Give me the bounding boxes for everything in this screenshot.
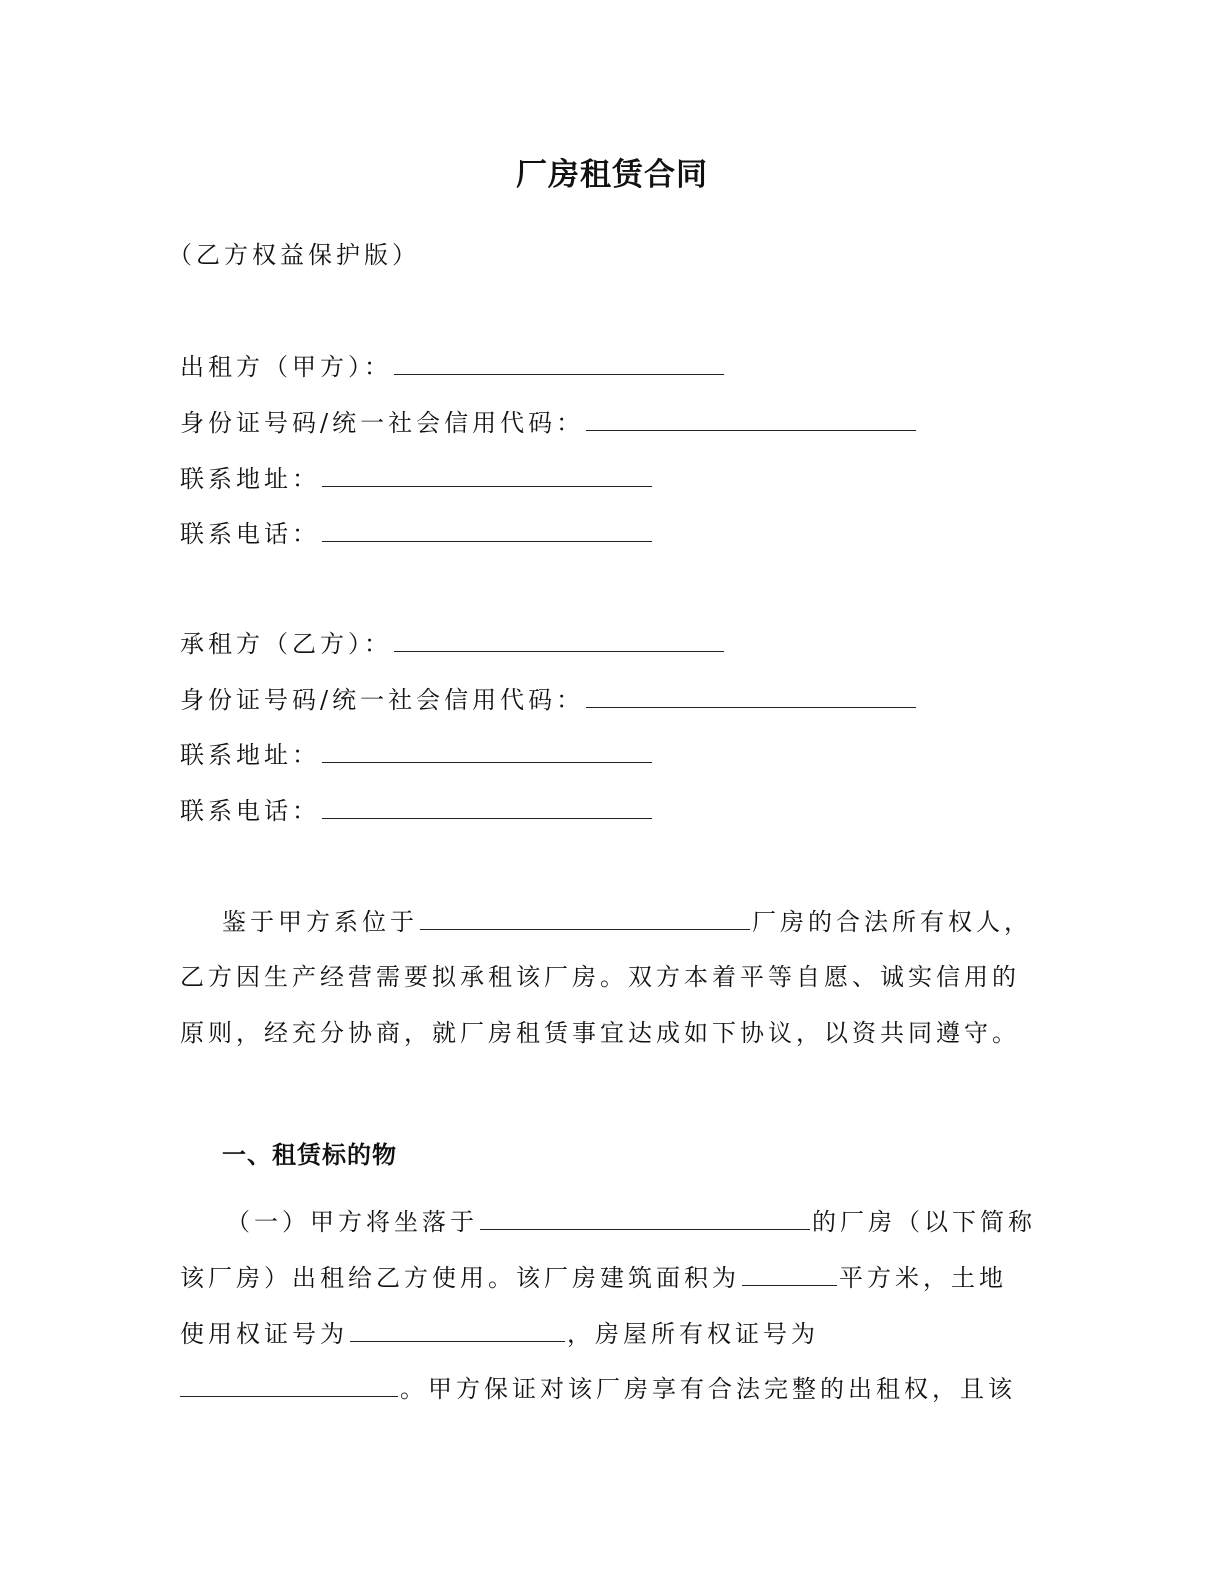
party-b-address-blank [322,740,652,763]
section-1-text-4b: 。甲方保证对该厂房享有合法完整的出租权，且该 [400,1375,1016,1403]
party-b-phone-label: 联系电话： [180,797,320,825]
section-1-text-3b: ，房屋所有权证号为 [567,1320,819,1348]
party-a-name-label: 出租方（甲方）： [180,353,392,381]
party-a-id-row [180,406,918,440]
factory-location-blank [420,907,750,930]
section-1-line-3 [180,1317,819,1351]
party-a-phone-label: 联系电话： [180,520,320,548]
party-a-id-blank [586,408,916,431]
document-title: 厂房租赁合同 [516,157,708,193]
section-1-text-1b: 的厂房（以下简称 [812,1208,1036,1236]
section-1-text-1a: （一）甲方将坐落于 [226,1208,478,1236]
party-a-name-row [180,350,726,384]
premises-location-blank [480,1207,810,1230]
party-a-address-row [180,462,654,496]
party-b-id-label: 身份证号码/统一社会信用代码： [180,686,585,714]
section-1-heading: 一、租赁标的物 [222,1140,397,1169]
party-b-phone-blank [322,796,652,819]
preamble-line-1 [222,905,1032,939]
party-b-id-row [180,683,918,717]
party-b-phone-row [180,794,654,828]
section-1-line-2 [180,1261,1007,1295]
section-1-text-3a: 使用权证号为 [180,1320,348,1348]
party-b-address-row [180,738,654,772]
section-1-line-1 [226,1205,1036,1239]
party-a-address-blank [322,464,652,487]
document-subtitle: （乙方权益保护版） [168,241,420,269]
party-a-phone-blank [322,519,652,542]
preamble-line-3: 原则，经充分协商，就厂房租赁事宜达成如下协议，以资共同遵守。 [180,1019,1020,1047]
land-certificate-blank [350,1319,565,1342]
party-a-phone-row [180,517,654,551]
party-a-name-blank [394,352,724,375]
party-b-address-label: 联系地址： [180,741,320,769]
party-b-name-label: 承租方（乙方）： [180,630,392,658]
section-1-line-4 [180,1372,1016,1406]
section-1-text-2b: 平方米，土地 [839,1264,1007,1292]
preamble-text-1a: 鉴于甲方系位于 [222,908,418,936]
preamble-text-1b: 厂房的合法所有权人， [752,908,1032,936]
section-1-text-2a: 该厂房）出租给乙方使用。该厂房建筑面积为 [180,1264,740,1292]
party-b-name-blank [394,629,724,652]
party-a-address-label: 联系地址： [180,465,320,493]
property-certificate-blank [180,1374,398,1397]
party-a-id-label: 身份证号码/统一社会信用代码： [180,409,585,437]
party-b-id-blank [586,685,916,708]
party-b-name-row [180,627,726,661]
floor-area-blank [742,1263,837,1286]
preamble-line-2: 乙方因生产经营需要拟承租该厂房。双方本着平等自愿、诚实信用的 [180,963,1020,991]
